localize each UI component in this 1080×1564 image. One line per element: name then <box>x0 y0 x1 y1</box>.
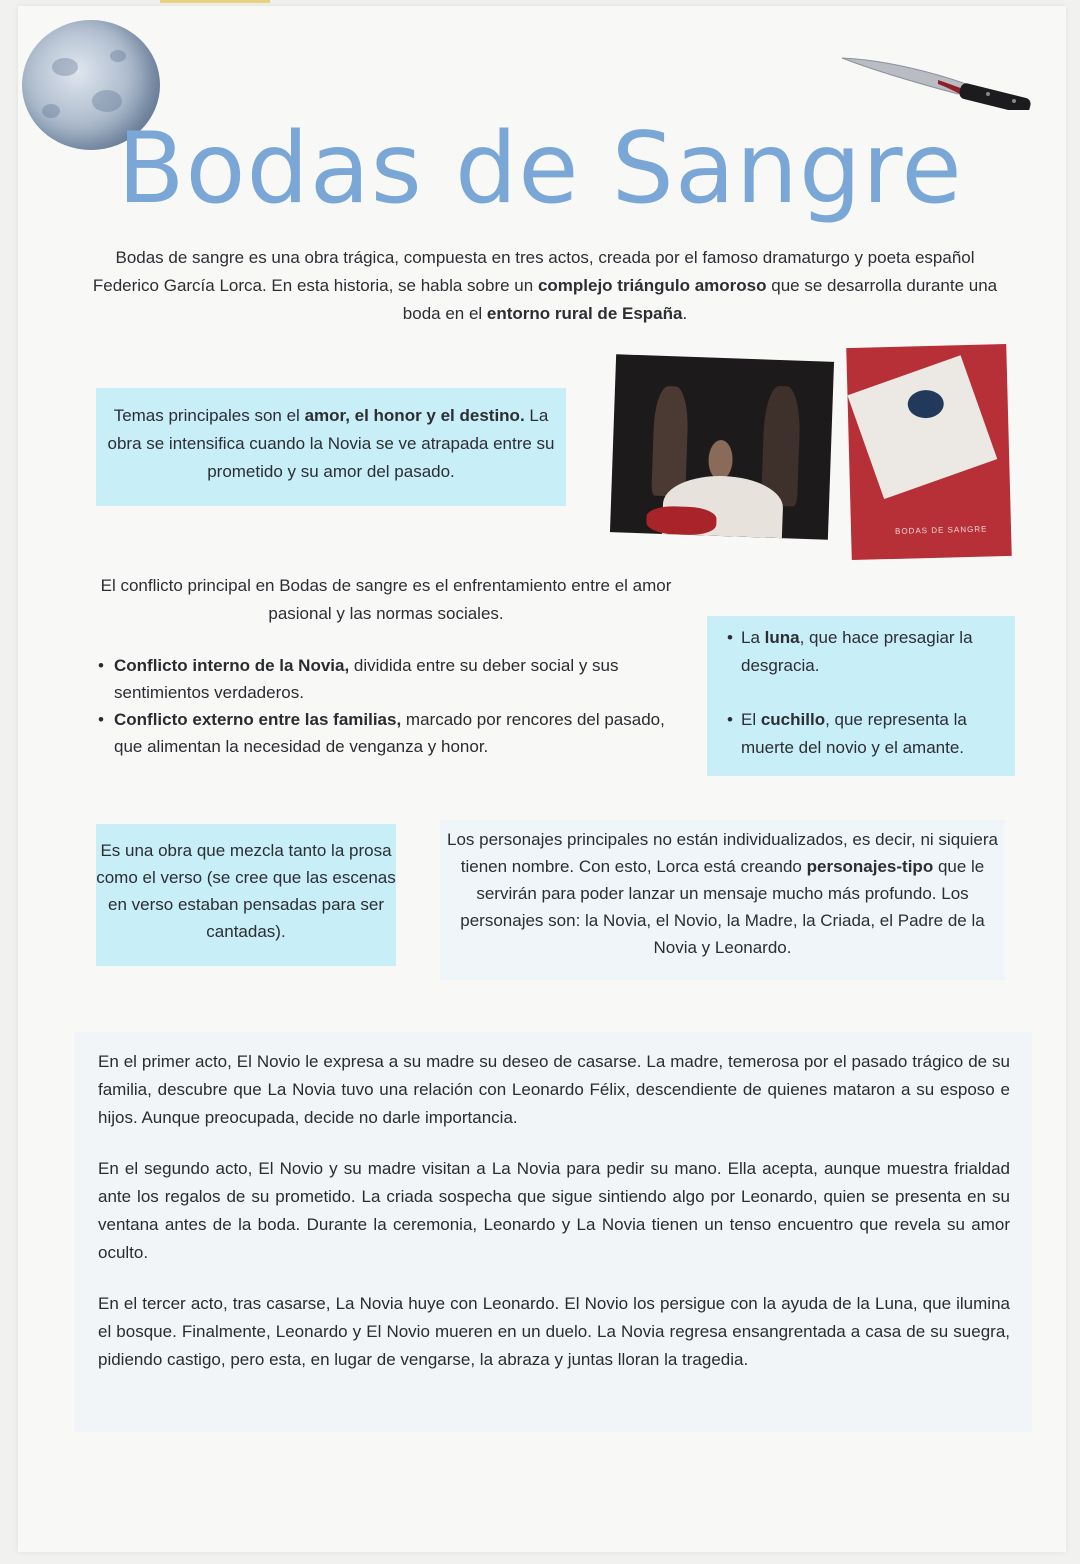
act-paragraph: En el tercer acto, tras casarse, La Novia huye con Leonardo. El Novio los persigue con la ayuda de la Luna, que ilumina el bosque. Finalmente, Leonardo y El Novio mueren en un duelo. La Novia regresa ensangrentada a casa de su suegra, pidiendo castigo, pero esta, en lugar de vengarse, la abraza y juntas lloran la tragedia. <box>98 1294 1010 1369</box>
symbols-box <box>707 616 1015 776</box>
intro-paragraph: Bodas de sangre es una obra trágica, compuesta en tres actos, creada por el famoso dramaturgo y poeta español Federico García Lorca. En esta historia, se habla sobre un complejo triángulo amoroso que se desarrolla durante una boda en el entorno rural de España. <box>92 248 998 323</box>
acts-summary <box>74 1032 1032 1432</box>
book-cover-title: BODAS DE SANGRE <box>894 524 988 536</box>
book-cover-photo <box>846 344 1011 560</box>
conflict-list <box>98 652 668 760</box>
page-title: Bodas de Sangre <box>117 112 963 226</box>
characters-box: Los personajes principales no están individualizados, es decir, ni siquiera tienen nombre. Con esto, Lorca está creando personajes-tipo que le servirán para poder lanzar un mensaje mucho más profundo. Los personajes son: la Novia, el Novio, la Madre, la Criada, el Padre de la Novia y Leonardo. <box>440 820 1005 980</box>
list-item: • El cuchillo, que representa la muerte del novio y el amante. <box>727 710 967 757</box>
conflict-heading: El conflicto principal en Bodas de sangre es el enfrentamiento entre el amor pasional y las normas sociales. <box>100 576 672 623</box>
list-item: • La luna, que hace presagiar la desgracia. <box>727 628 973 675</box>
knife-illustration <box>838 50 1038 110</box>
top-decoration <box>160 0 270 3</box>
list-item: • Conflicto externo entre las familias, marcado por rencores del pasado, que alimentan la necesidad de venganza y honor. <box>98 710 665 756</box>
form-box: Es una obra que mezcla tanto la prosa como el verso (se cree que las escenas en verso estaban pensadas para ser cantadas). <box>96 824 396 966</box>
act-paragraph: En el segundo acto, El Novio y su madre visitan a La Novia para pedir su mano. Ella acepta, aunque muestra frialdad ante los regalos de su prometido. La criada sospecha que sigue sintiendo algo por Leonardo, quien se presenta en su ventana antes de la boda. Durante la ceremonia, Leonardo y La Novia tienen un tenso encuentro que revela su amor oculto. <box>98 1159 1010 1262</box>
act-paragraph: En el primer acto, El Novio le expresa a su madre su deseo de casarse. La madre, temerosa por el pasado trágico de su familia, descubre que La Novia tuvo una relación con Leonardo Félix, descendiente de quienes mataron a su esposo e hijos. Aunque preocupada, decide no darle importancia. <box>98 1052 1010 1127</box>
themes-box: Temas principales son el amor, el honor y el destino. La obra se intensifica cuando la Novia se ve atrapada entre su prometido y su amor del pasado. <box>96 388 566 506</box>
stage-photo <box>610 354 834 539</box>
list-item: • Conflicto interno de la Novia, dividida entre su deber social y sus sentimientos verdaderos. <box>98 656 619 702</box>
